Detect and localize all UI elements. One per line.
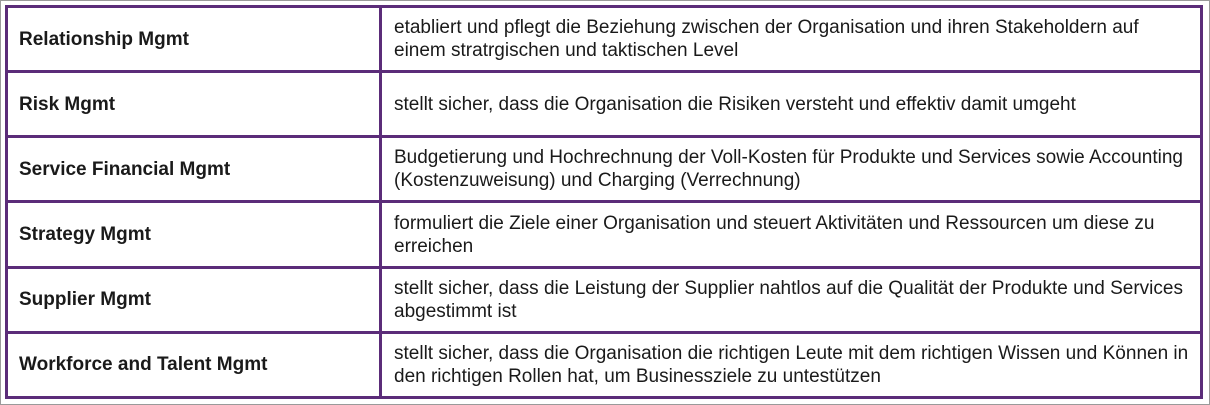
description-cell: stellt sicher, dass die Leistung der Supplier nahtlos auf die Qualität der Produkte und Services abgestimmt ist — [381, 267, 1202, 332]
term-cell: Risk Mgmt — [7, 72, 381, 137]
term-cell: Strategy Mgmt — [7, 202, 381, 267]
table-row — [7, 137, 1202, 202]
table-row — [7, 7, 1202, 72]
description-cell: Budgetierung und Hochrechnung der Voll-Kosten für Produkte und Services sowie Accounting (Kostenzuweisung) und Charging (Verrechnung) — [381, 137, 1202, 202]
table-row — [7, 72, 1202, 137]
description-cell: etabliert und pflegt die Beziehung zwischen der Organisation und ihren Stakeholdern auf einem stratrgischen und taktischen Level — [381, 7, 1202, 72]
term-cell: Relationship Mgmt — [7, 7, 381, 72]
table-row — [7, 267, 1202, 332]
term-cell: Service Financial Mgmt — [7, 137, 381, 202]
term-cell: Supplier Mgmt — [7, 267, 381, 332]
table-row — [7, 332, 1202, 397]
description-cell: formuliert die Ziele einer Organisation und steuert Aktivitäten und Ressourcen um diese zu erreichen — [381, 202, 1202, 267]
definitions-table — [5, 5, 1203, 399]
description-cell: stellt sicher, dass die Organisation die richtigen Leute mit dem richtigen Wissen und Können in den richtigen Rollen hat, um Businessziele zu untestützen — [381, 332, 1202, 397]
term-cell: Workforce and Talent Mgmt — [7, 332, 381, 397]
description-cell: stellt sicher, dass die Organisation die Risiken versteht und effektiv damit umgeht — [381, 72, 1202, 137]
table-row — [7, 202, 1202, 267]
